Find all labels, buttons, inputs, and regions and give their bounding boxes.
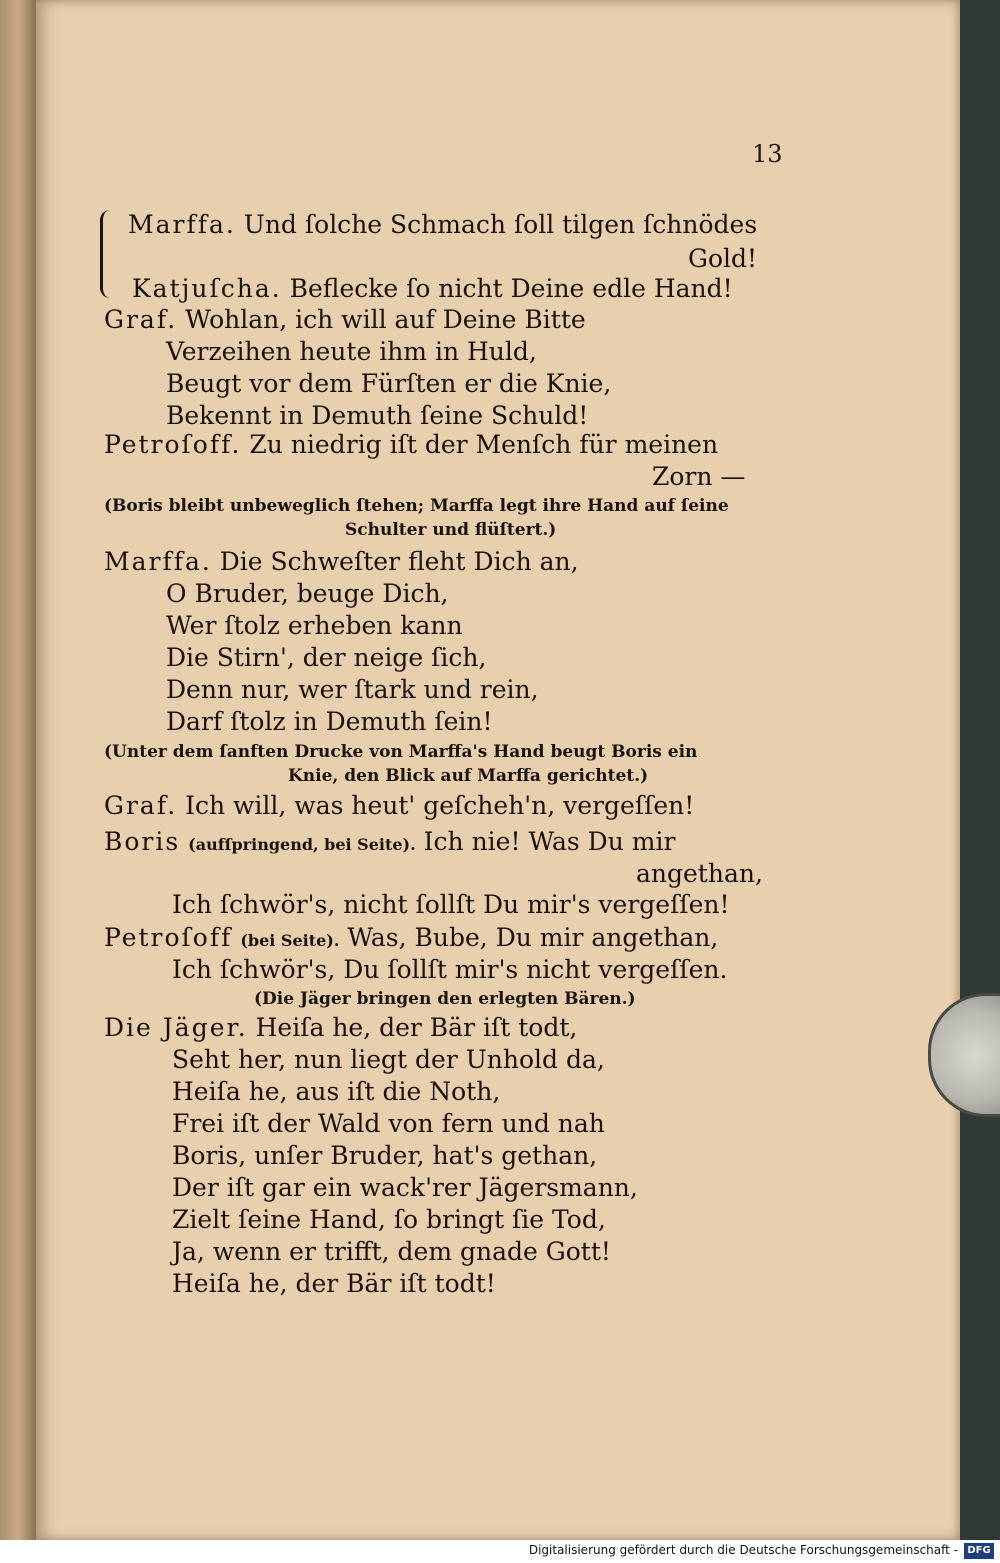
verse-line <box>172 1108 605 1140</box>
digitization-credit: Digitalisierung gefördert durch die Deutsche Forschungsgemeinschaft - <box>528 1543 958 1557</box>
speaker-name: Boris <box>104 827 181 856</box>
verse-line <box>104 1012 577 1044</box>
verse-line <box>166 674 539 706</box>
line-text: Ich ſchwör's, Du ſollſt mir's nicht vergeſſen. <box>172 955 728 984</box>
verse-line <box>166 368 611 400</box>
line-text: Frei iſt der Wald von fern und nah <box>172 1109 605 1138</box>
verse-line <box>652 461 745 493</box>
verse-line <box>172 954 727 986</box>
verse-line <box>104 546 579 578</box>
speaker-name: Die Jäger. <box>104 1013 248 1042</box>
verse-line <box>166 642 486 674</box>
line-text: Die Stirn', der neige ſich, <box>166 643 487 672</box>
stage-direction: Schulter und flüſtert.) <box>345 520 557 540</box>
verse-line <box>172 889 730 921</box>
digitization-credit-bar <box>0 1540 1000 1563</box>
verse-line <box>166 400 588 432</box>
speaker-name: Graf. <box>104 791 178 820</box>
previous-page-edge <box>0 0 40 1540</box>
verse-line <box>166 578 449 610</box>
aside-direction: (aufſpringend, bei Seite). <box>188 835 416 854</box>
verse-line <box>688 243 757 275</box>
verse-line <box>104 429 718 461</box>
stage-direction: (Unter dem ſanften Drucke von Marffa's Hand beugt Boris ein <box>104 742 698 762</box>
line-text: Heiſa he, der Bär iſt todt, <box>255 1013 578 1042</box>
line-text: Heiſa he, aus iſt die Noth, <box>172 1077 501 1106</box>
verse-line <box>104 790 694 822</box>
line-text: Denn nur, wer ſtark und rein, <box>166 675 539 704</box>
verse-line <box>172 1172 638 1204</box>
line-text: Ich nie! Was Du mir <box>423 827 676 856</box>
line-text: Gold! <box>688 244 758 273</box>
line-text: Wer ſtolz erheben kann <box>166 611 463 640</box>
verse-line <box>636 858 763 890</box>
speaker-name: Marffa. <box>128 210 236 239</box>
verse-line <box>166 336 537 368</box>
line-text: Boris, unſer Bruder, hat's gethan, <box>172 1141 598 1170</box>
speaker-name: Petroſoff <box>104 923 233 952</box>
line-text: Der iſt gar ein wack'rer Jägersmann, <box>172 1173 638 1202</box>
line-text: Zu niedrig iſt der Menſch für meinen <box>249 430 719 459</box>
line-text: Die Schweſter fleht Dich an, <box>219 547 579 576</box>
verse-line <box>172 1044 605 1076</box>
line-text: Verzeihen heute ihm in Huld, <box>166 337 537 366</box>
line-text: Ich ſchwör's, nicht ſollſt Du mir's vergeſſen! <box>172 890 730 919</box>
verse-line <box>166 610 463 642</box>
verse-line <box>132 273 733 305</box>
dfg-logo: DFG <box>964 1543 994 1559</box>
verse-line <box>104 826 675 861</box>
verse-line <box>172 1076 500 1108</box>
stage-direction: (Die Jäger bringen den erlegten Bären.) <box>254 989 636 1009</box>
verse-line <box>104 922 718 957</box>
duet-brace <box>100 210 121 298</box>
verse-line <box>172 1204 606 1236</box>
line-text: Beflecke ſo nicht Deine edle Hand! <box>289 274 733 303</box>
line-text: angethan, <box>636 859 763 888</box>
verse-line <box>166 706 493 738</box>
stage-direction: Knie, den Blick auf Marffa gerichtet.) <box>288 766 649 786</box>
line-text: Ja, wenn er trifft, dem gnade Gott! <box>172 1237 611 1266</box>
verse-line <box>104 304 586 336</box>
line-text: Zielt ſeine Hand, ſo bringt ſie Tod, <box>172 1205 606 1234</box>
speaker-name: Marffa. <box>104 547 212 576</box>
line-text: Was, Bube, Du mir angethan, <box>347 923 719 952</box>
line-text: Und ſolche Schmach ſoll tilgen ſchnödes <box>243 210 758 239</box>
line-text: Ich will, was heut' geſcheh'n, vergeſſen! <box>185 791 695 820</box>
speaker-name: Petroſoff. <box>104 430 242 459</box>
line-text: Seht her, nun liegt der Unhold da, <box>172 1045 605 1074</box>
verse-line <box>128 209 757 241</box>
line-text: Wohlan, ich will auf Deine Bitte <box>185 305 586 334</box>
line-text: Heiſa he, der Bär iſt todt! <box>172 1269 496 1298</box>
stage-direction: (Boris bleibt unbeweglich ſtehen; Marffa legt ihre Hand auf ſeine <box>104 496 729 516</box>
aside-direction: (bei Seite). <box>240 931 340 950</box>
line-text: Beugt vor dem Fürſten er die Knie, <box>166 369 612 398</box>
line-text: Darf ſtolz in Demuth ſein! <box>166 707 493 736</box>
verse-line <box>172 1236 611 1268</box>
verse-line <box>172 1140 597 1172</box>
speaker-name: Graf. <box>104 305 178 334</box>
verse-line <box>172 1268 496 1300</box>
page-number: 13 <box>752 140 783 168</box>
line-text: O Bruder, beuge Dich, <box>166 579 449 608</box>
speaker-name: Katjuſcha. <box>132 274 282 303</box>
line-text: Zorn — <box>652 462 746 491</box>
line-text: Bekennt in Demuth ſeine Schuld! <box>166 401 589 430</box>
